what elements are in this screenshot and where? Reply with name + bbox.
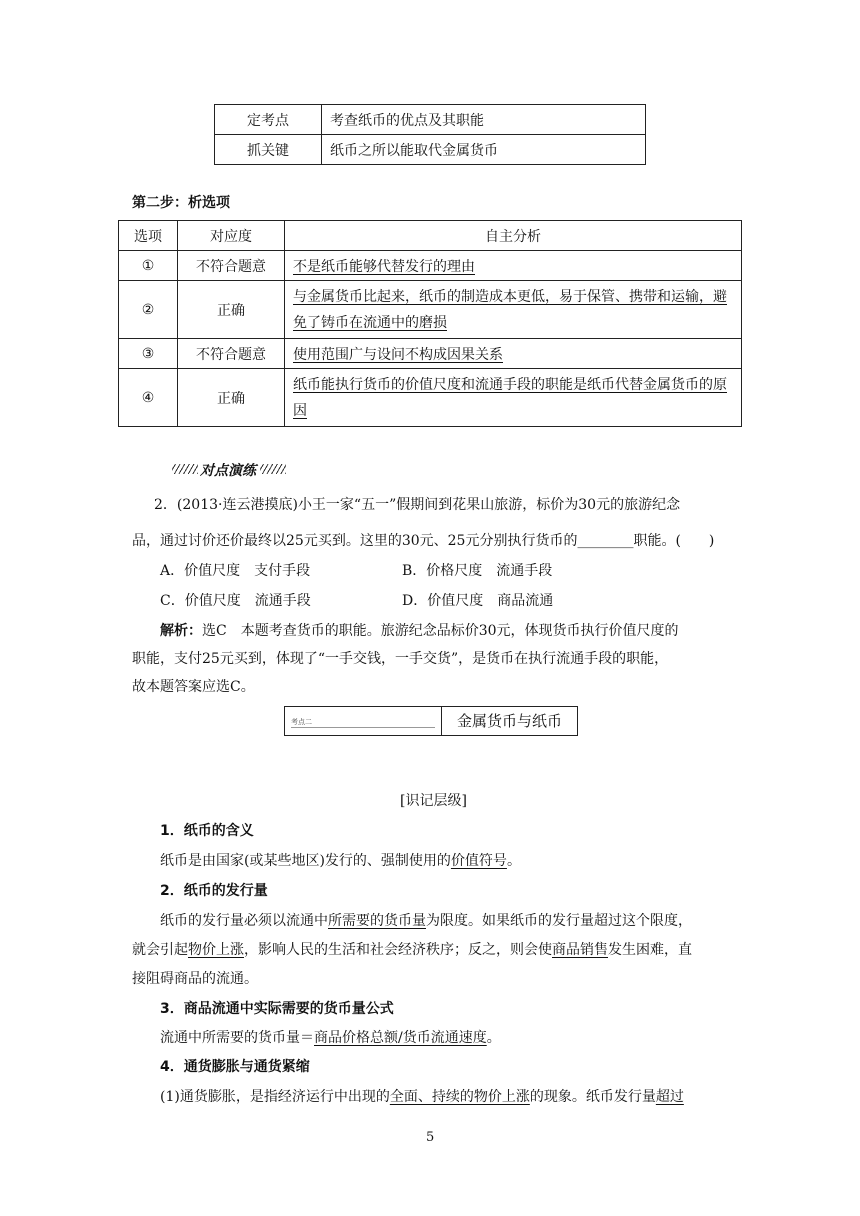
row-analysis-text: 使用范围广与设问不构成因果关系 xyxy=(293,346,503,363)
topic-small-label: 考点二 xyxy=(291,718,312,726)
p2-underline-2: 物价上涨 xyxy=(188,942,244,958)
p2-text-a: 纸币的发行量必须以流通中 xyxy=(160,913,328,929)
banner-stripes-right xyxy=(260,464,286,474)
answer-text-1: 选C 本题考查货币的职能。旅游纪念品标价30元，体现货币执行价值尺度的 xyxy=(202,623,679,639)
p2-text-b: 为限度。如果纸币的发行量超过这个限度， xyxy=(426,913,692,929)
row-option: ① xyxy=(119,251,178,281)
row-match: 不符合题意 xyxy=(178,251,285,281)
item-para-1 xyxy=(160,850,521,870)
key-value-2: 纸币之所以能取代金属货币 xyxy=(322,135,646,165)
row-analysis xyxy=(285,281,742,339)
p1-end: 。 xyxy=(506,853,521,869)
answer-line-2: 职能，支付25元买到，体现了“一手交钱，一手交货”，是货币在执行流通手段的职能， xyxy=(132,651,669,667)
p3-text: 流通中所需要的货币量＝ xyxy=(160,1030,314,1046)
p2-text-d: ，影响人民的生活和社会经济秩序；反之，则会使 xyxy=(244,942,552,958)
question-number: 2． xyxy=(154,497,177,513)
row-analysis-text: 不是纸币能够代替发行的理由 xyxy=(293,258,475,275)
p3-underline: 商品价格总额/货币流通速度 xyxy=(314,1030,487,1046)
banner-title: 对点演练 xyxy=(200,463,256,479)
item-heading-2: 2．纸币的发行量 xyxy=(160,883,268,899)
item-para-2-line-1 xyxy=(160,910,692,930)
p2-text-e: 发生困难，直 xyxy=(608,942,692,958)
row-analysis xyxy=(285,369,742,427)
topic-box xyxy=(284,706,578,736)
p1-text: 纸币是由国家(或某些地区)发行的、强制使用的 xyxy=(160,853,451,869)
option-a: A．价值尺度 支付手段 xyxy=(160,563,311,579)
question-line-1 xyxy=(154,494,680,514)
question-source: (2013·连云港摸底) xyxy=(176,497,298,513)
p4-text-a: (1)通货膨胀，是指经济运行中出现的 xyxy=(160,1089,390,1105)
item-heading-1: 1．纸币的含义 xyxy=(160,823,254,839)
analysis-table xyxy=(118,220,742,427)
section-label: [识记层级] xyxy=(400,793,467,809)
step2-heading: 第二步：析选项 xyxy=(132,195,230,211)
topic-title: 金属货币与纸币 xyxy=(457,712,563,730)
item-para-4 xyxy=(160,1086,684,1106)
item-para-3 xyxy=(160,1027,501,1047)
p2-underline-3: 商品销售 xyxy=(552,942,608,958)
p4-underline-2: 超过 xyxy=(655,1089,684,1105)
header-analysis: 自主分析 xyxy=(285,221,742,251)
question-line-2: 品，通过讨价还价最终以25元买到。这里的30元、25元分别执行货币的________职能。( ) xyxy=(132,533,715,549)
row-match: 不符合题意 xyxy=(178,339,285,369)
row-match: 正确 xyxy=(178,369,285,427)
p2-underline-1: 所需要的货币量 xyxy=(328,913,426,929)
answer-label: 解析： xyxy=(160,623,202,639)
key-table xyxy=(214,104,646,165)
banner-stripes-left xyxy=(172,464,198,474)
row-option: ④ xyxy=(119,369,178,427)
option-d: D．价值尺度 商品流通 xyxy=(402,593,554,609)
header-option: 选项 xyxy=(119,221,178,251)
header-match: 对应度 xyxy=(178,221,285,251)
row-match: 正确 xyxy=(178,281,285,339)
item-heading-3: 3．商品流通中实际需要的货币量公式 xyxy=(160,1001,394,1017)
option-c: C．价值尺度 流通手段 xyxy=(160,593,311,609)
practice-banner xyxy=(172,460,292,480)
key-label-1: 定考点 xyxy=(215,105,322,135)
item-para-2-line-2 xyxy=(132,939,692,959)
topic-underline xyxy=(291,727,435,728)
row-analysis-text: 纸币能执行货币的价值尺度和流通手段的职能是纸币代替金属货币的原因 xyxy=(293,376,727,419)
item-heading-4: 4．通货膨胀与通货紧缩 xyxy=(160,1059,310,1075)
row-analysis-text: 与金属货币比起来，纸币的制造成本更低，易于保管、携带和运输，避免了铸币在流通中的磨损 xyxy=(293,288,727,331)
p3-end: 。 xyxy=(486,1030,501,1046)
key-value-1: 考查纸币的优点及其职能 xyxy=(322,105,646,135)
p1-underline: 价值符号 xyxy=(450,853,507,869)
answer-line-3: 故本题答案应选C。 xyxy=(132,679,255,695)
page-number: 5 xyxy=(426,1130,435,1145)
key-label-2: 抓关键 xyxy=(215,135,322,165)
p2-text-c: 就会引起 xyxy=(132,942,188,958)
row-analysis xyxy=(285,339,742,369)
row-option: ② xyxy=(119,281,178,339)
p4-underline-1: 全面、持续的物价上涨 xyxy=(389,1089,530,1105)
topic-label-box xyxy=(285,707,442,735)
answer-line-1 xyxy=(160,620,679,640)
p4-text-b: 的现象。纸币发行量 xyxy=(529,1089,656,1105)
option-b: B．价格尺度 流通手段 xyxy=(402,563,553,579)
row-option: ③ xyxy=(119,339,178,369)
question-text-1: 小王一家“五一”假期间到花果山旅游，标价为30元的旅游纪念 xyxy=(297,497,681,513)
item-para-2-line-3: 接阻碍商品的流通。 xyxy=(132,971,258,987)
row-analysis xyxy=(285,251,742,281)
